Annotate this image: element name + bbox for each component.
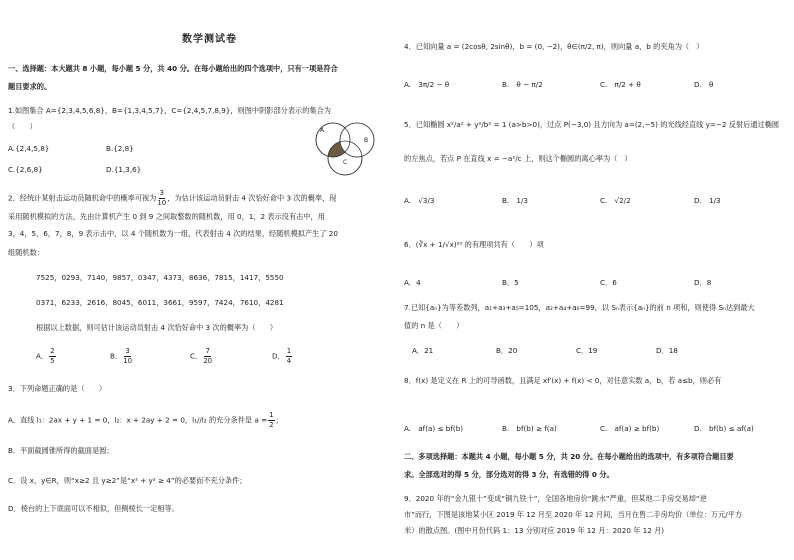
q5-text-line2: 的左焦点，若点 P 在直线 x = −a²/c 上，则这个椭圆的离心率为（ ）	[404, 154, 632, 163]
q7-text-line1: 7.已知{aₙ}为等差数列，a₁+a₃+a₅=105，a₂+a₄+a₆=99，以 Sₙ表示{aₙ}的前 n 项和，则使得 Sₙ达到最大	[404, 303, 755, 312]
q9-text-line3: 米）的散点图。(图中月份代码 1：13 分别对应 2019 年 12 月：2020 年 12 月)	[404, 526, 665, 535]
q2-text-line5: 根据以上数据，则可估计该运动员射击 4 次恰好命中 3 次的概率为（ ）	[36, 323, 278, 332]
q2-option-a: A． $\frac{2}{5}$	[36, 347, 55, 365]
venn-diagram	[303, 116, 385, 180]
venn-label-b: B	[364, 137, 369, 144]
q3-text-line1: 3．下列命题正确的是（ ）	[8, 384, 107, 393]
q4-option-b: B. θ − π/2	[502, 80, 543, 89]
q6-option-d: D．8	[694, 278, 712, 287]
q8-option-a: A. af(a) ≤ bf(b)	[404, 424, 464, 433]
q8-option-d: D. bf(b) ≤ af(a)	[694, 424, 754, 433]
q2-option-d: D． $\frac{1}{4}$	[272, 347, 292, 365]
q3-option-c: C．设 x，y∈R，则“x≥2 且 y≥2”是“x² + y² ≥ 4”的必要而不充分条件；	[8, 476, 247, 485]
q5-option-d: D. 1/3	[694, 196, 721, 205]
q6-option-a: A．4	[404, 278, 421, 287]
q7-option-d: D．18	[656, 346, 678, 355]
q6-text-line1: 6．(∛x + 1/√x)²⁰ 的有理项共有（ ）项	[404, 240, 544, 249]
q1-option-d: D.{1,3,6}	[106, 165, 142, 174]
q6-option-b: B．5	[502, 278, 519, 287]
q8-option-c: C. af(a) ≥ bf(b)	[600, 424, 660, 433]
q2-text-line2: 采用随机模拟的方法，先由计算机产生 0 到 9 之间取整数的随机数，用 0，1，2 表示没有击中，用	[8, 212, 325, 221]
q5-option-a: A. √3/3	[404, 196, 435, 205]
section1-header-line2: 题目要求的。	[8, 82, 52, 91]
q7-text-line2: 值的 n 是（ ）	[404, 321, 464, 330]
q1-text-line1: 1.如图集合 A={2,3,4,5,6,8}，B={1,3,4,5,7}，C={2,4,5,7,8,9}，则图中阴影部分表示的集合为	[8, 106, 331, 115]
q1-text-line2: （ ）	[8, 122, 37, 131]
q4-option-d: D. θ	[694, 80, 714, 89]
q1-option-c: C.{2,6,8}	[8, 165, 43, 174]
section2-header-line2: 求。全部选对的得 5 分，部分选对的得 3 分，有选错的得 0 分。	[404, 470, 614, 479]
q2-random-numbers-2: 0371，6233，2616，8045，6011，3661，9597，7424，7610，4281	[36, 298, 284, 307]
page-title: 数学测试卷	[182, 34, 237, 45]
q8-option-b: B. bf(b) ≥ f(a)	[502, 424, 557, 433]
q7-option-b: B．20	[496, 346, 518, 355]
section1-header-line1: 一、选择题：本大题共 8 小题，每小题 5 分，共 40 分。在每小题给出的四个选项中，只有一项是符合	[8, 64, 338, 73]
q2-text-line3: 3，4，5，6，7，8，9 表示击中，以 4 个随机数为一组，代表射击 4 次的结果，经随机模拟产生了 20	[8, 229, 338, 238]
section2-header-line1: 二、多项选择题：本题共 4 小题，每小题 5 分，共 20 分。在每小题给出的选项中，有多项符合题目要	[404, 452, 734, 461]
q2-option-b: B． $\frac{3}{10}$	[110, 347, 133, 365]
q5-option-c: C. √2/2	[600, 196, 631, 205]
q8-text-line1: 8．f(x) 是定义在 R 上的可导函数，且满足 xf′(x) + f(x) < 0，对任意实数 a，b，若 a≤b，则必有	[404, 376, 722, 385]
q7-option-c: C．19	[576, 346, 598, 355]
q2-random-numbers-1: 7525，0293，7140，9857，0347，4373，8636，7815，1417，5550	[36, 273, 284, 282]
q7-option-a: A．21	[412, 346, 434, 355]
q1-option-a: A.{2,4,5,8}	[8, 144, 50, 153]
q3-option-d: D．棱台的上下底面可以不相似，但侧棱长一定相等。	[8, 504, 179, 513]
q3-option-b: B．平面截圆锥所得的截面是圆；	[8, 446, 114, 455]
q4-option-a: A. 3π/2 − θ	[404, 80, 450, 89]
venn-label-a: A	[320, 127, 325, 134]
q9-text-line1: 9．2020 年的“金九银十”变成“铜九铁十”，全国各地房价“跳水”严重，但某地二手房交易却“逆	[404, 494, 707, 503]
q5-option-b: B. 1/3	[502, 196, 528, 205]
q6-option-c: C．6	[600, 278, 617, 287]
q3-option-a: A．直线 l₁：2ax + y + 1 = 0，l₂：x + 2ay + 2 = 0，l₁//l₂ 的充分条件是 a = $\frac{1}{2}$ ；	[8, 411, 283, 429]
q9-text-line2: 市”而行，下图是该地某小区 2019 年 12 月至 2020 年 12 月间，当月在售二手房均价（单位：万元/平方	[404, 510, 743, 519]
q5-text-line1: 5．已知椭圆 x²/a² + y²/b² = 1 (a>b>0)，过点 P(−3,0) 且方向为 a=(2,−5) 的光线经直线 y=−2 反射后通过椭圆	[404, 120, 780, 129]
q4-text-line1: 4．已知向量 a = (2cosθ, 2sinθ)，b = (0, −2)，θ∈(π/2, π)，则向量 a，b 的夹角为（ ）	[404, 42, 704, 51]
q1-option-b: B.{2,8}	[106, 144, 134, 153]
venn-label-c: C	[343, 159, 348, 166]
q2-text-line1: 2．经统计某射击运动员随机命中的概率可视为 $\frac{3}{10}$ ，为估计该运动员射击 4 次恰好命中 3 次的概率，现	[8, 189, 337, 207]
q2-option-c: C． $\frac{7}{20}$	[190, 347, 213, 365]
q4-option-c: C. π/2 + θ	[600, 80, 641, 89]
q2-text-line4: 组随机数：	[8, 248, 44, 257]
